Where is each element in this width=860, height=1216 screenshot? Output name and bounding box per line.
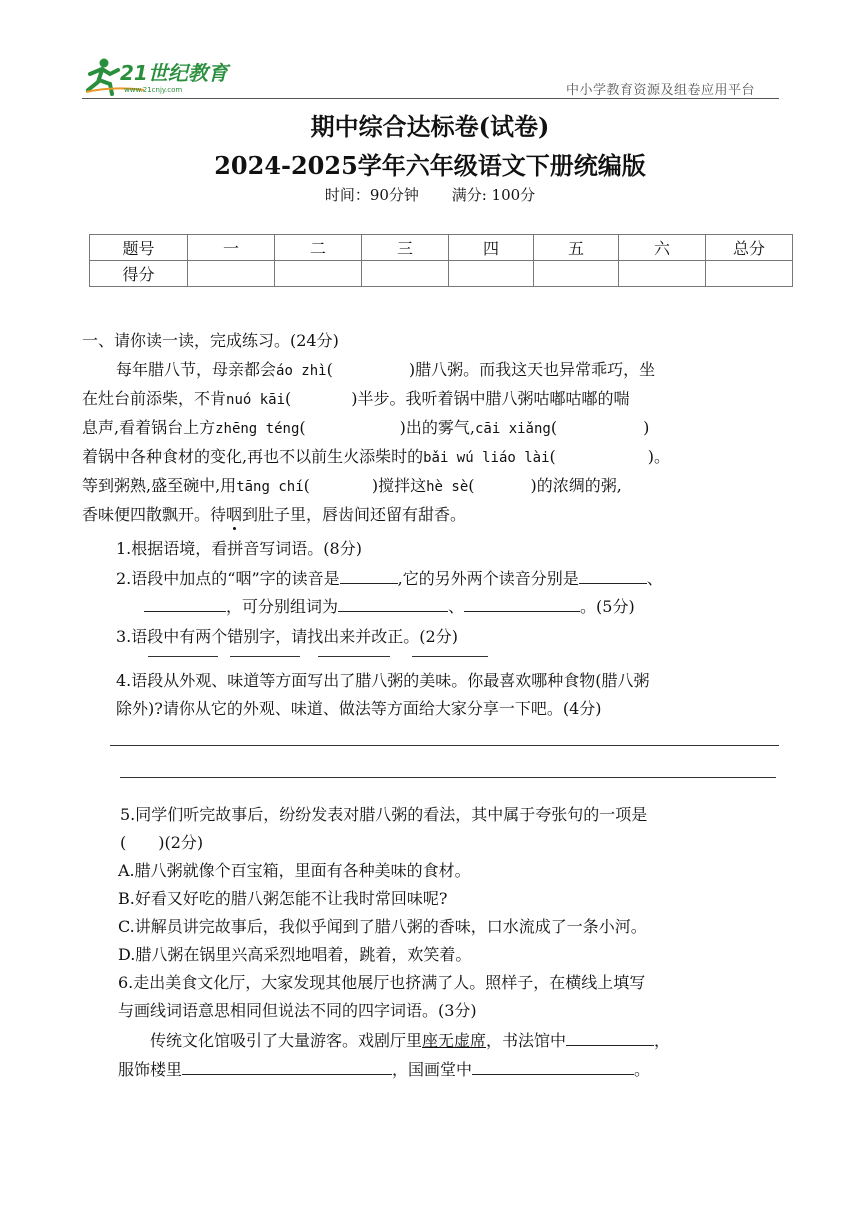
svg-text:21世纪教育: 21世纪教育 (120, 61, 228, 85)
question-2-line2: ，可分别组词为 、 。(5分) (144, 592, 635, 622)
answer-line[interactable] (318, 656, 390, 657)
pinyin: cāi xiǎng (474, 421, 551, 437)
pinyin: hè sè (426, 479, 469, 495)
option-d[interactable]: D.腊八粥在锅里兴高采烈地唱着，跳着，欢笑着。 (118, 945, 472, 964)
exam-title: 期中综合达标卷(试卷) (310, 112, 550, 141)
score-cell[interactable] (188, 261, 275, 287)
answer-blank[interactable] (566, 1029, 654, 1046)
question-6-line2: 与画线词语意思相同但说法不同的四字词语。(3分) (118, 1001, 477, 1020)
header-rule (82, 98, 779, 99)
pinyin: nuó kāi (226, 392, 286, 408)
question-5-line2: ( )(2分) (120, 833, 204, 852)
platform-name: 中小学教育资源及组卷应用平台 (566, 83, 756, 98)
pinyin: zhēng téng (215, 421, 300, 437)
exam-full-score: 满分: 100分 (451, 186, 536, 204)
score-table-score-row (90, 261, 793, 287)
score-cell[interactable] (449, 261, 534, 287)
question-4-line1: 4.语段从外观、味道等方面写出了腊八粥的美味。你最喜欢哪种食物(腊八粥 (116, 671, 650, 690)
passage-line: 每年腊八节，母亲都会áo zhì( )腊八粥。而我这天也异常乖巧，坐 (116, 360, 656, 379)
score-cell[interactable] (534, 261, 619, 287)
table-cell: 三 (362, 235, 449, 261)
passage-line: 在灶台前添柴，不肯nuó kāi( )半步。我听着锅中腊八粥咕嘟咕嘟的喘 (82, 389, 630, 408)
score-cell[interactable] (275, 261, 362, 287)
svg-text:www.21cnjy.com: www.21cnjy.com (124, 86, 183, 94)
option-b[interactable]: B.好看又好吃的腊八粥怎能不让我时常回味呢? (118, 889, 448, 908)
answer-line[interactable] (110, 745, 779, 746)
answer-blank[interactable] (464, 595, 580, 612)
table-cell: 一 (188, 235, 275, 261)
table-cell: 二 (275, 235, 362, 261)
underlined-phrase: 座无虚席 (422, 1031, 487, 1050)
question-6-example-line2: 服饰楼里 ，国画堂中 。 (118, 1060, 651, 1079)
answer-blank[interactable] (338, 595, 448, 612)
pinyin: tāng chí (236, 479, 304, 495)
answer-blank[interactable] (182, 1058, 392, 1075)
answer-blank[interactable] (144, 595, 226, 612)
score-cell[interactable] (706, 261, 793, 287)
answer-blank[interactable] (579, 567, 647, 584)
table-cell: 五 (534, 235, 619, 261)
question-1: 1.根据语境，看拼音写词语。(8分) (116, 539, 362, 558)
score-cell[interactable] (362, 261, 449, 287)
exam-meta (0, 184, 860, 205)
dotted-char: 咽 (226, 505, 243, 524)
score-cell[interactable] (619, 261, 706, 287)
passage-line: 香味便四散飘开。待咽到肚子里，唇齿间还留有甜香。 (82, 505, 467, 524)
answer-line[interactable] (412, 656, 488, 657)
section-heading: 一、请你读一读，完成练习。(24分) (82, 331, 339, 350)
answer-blank[interactable] (472, 1058, 634, 1075)
question-2-line1: 2.语段中加点的“咽”字的读音是 ,它的另外两个读音分别是 、 (116, 569, 663, 588)
option-a[interactable]: A.腊八粥就像个百宝箱，里面有各种美味的食材。 (118, 861, 471, 880)
answer-line[interactable] (148, 656, 218, 657)
question-4-line2: 除外)?请你从它的外观、味道、做法等方面给大家分享一下吧。(4分) (116, 699, 602, 718)
option-c[interactable]: C.讲解员讲完故事后，我似乎闻到了腊八粥的香味，口水流成了一条小河。 (118, 917, 647, 936)
table-cell: 题号 (90, 235, 188, 261)
passage-line: 息声,看着锅台上方zhēng téng( )出的雾气,cāi xiǎng( ) (82, 418, 650, 437)
score-table-header-row (90, 235, 793, 261)
passage-line: 等到粥熟,盛至碗中,用tāng chí( )搅拌这hè sè( )的浓绸的粥, (82, 476, 622, 495)
table-cell: 六 (619, 235, 706, 261)
pinyin: bǎi wú liáo lài (423, 450, 550, 466)
question-6-example: 传统文化馆吸引了大量游客。戏剧厅里座无虚席，书法馆中 ， (150, 1031, 671, 1050)
exam-time: 时间：90分钟 (324, 186, 419, 204)
exam-subtitle: 2024-2025学年六年级语文下册统编版 (214, 151, 646, 180)
answer-blank[interactable] (340, 567, 398, 584)
table-cell: 总分 (706, 235, 793, 261)
passage-line: 着锅中各种食材的变化,再也不以前生火添柴时的bǎi wú liáo lài( )。 (82, 447, 671, 466)
question-5-line1: 5.同学们听完故事后，纷纷发表对腊八粥的看法，其中属于夸张句的一项是 (120, 805, 648, 824)
score-table (89, 234, 793, 287)
logo (84, 56, 244, 98)
answer-line[interactable] (120, 777, 776, 778)
answer-line[interactable] (230, 656, 300, 657)
pinyin: áo zhì (276, 363, 327, 379)
table-cell: 四 (449, 235, 534, 261)
table-cell: 得分 (90, 261, 188, 287)
question-3: 3.语段中有两个错别字，请找出来并改正。(2分) (116, 627, 458, 646)
question-6-line1: 6.走出美食文化厅，大家发现其他展厅也挤满了人。照样子，在横线上填写 (118, 973, 646, 992)
